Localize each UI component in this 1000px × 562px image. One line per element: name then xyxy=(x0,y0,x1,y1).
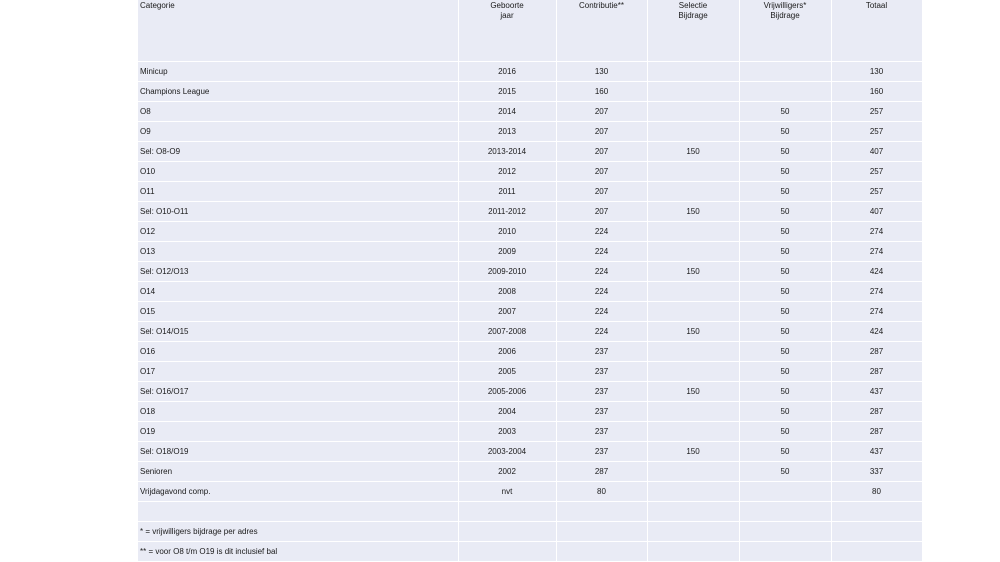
cell-contributie: 207 xyxy=(556,162,647,182)
cell-selectie xyxy=(647,242,739,262)
cell-contributie: 207 xyxy=(556,122,647,142)
cell-geboortejaar: 2015 xyxy=(458,82,556,102)
cell-selectie xyxy=(647,462,739,482)
cell-categorie: O17 xyxy=(138,362,458,382)
cell-totaal: 437 xyxy=(831,442,922,462)
header-vrijwilligers-line-2: Bijdrage xyxy=(770,11,800,20)
cell-contributie: 224 xyxy=(556,242,647,262)
cell-selectie: 150 xyxy=(647,322,739,342)
header-geboortejaar-line-1: Geboorte xyxy=(490,1,524,10)
table-row xyxy=(138,422,922,442)
table-row xyxy=(138,262,922,282)
cell-totaal: 337 xyxy=(831,462,922,482)
cell-geboortejaar: 2005 xyxy=(458,362,556,382)
cell-contributie: 207 xyxy=(556,202,647,222)
cell-totaal: 437 xyxy=(831,382,922,402)
header-geboortejaar-line-2: jaar xyxy=(500,11,514,20)
cell-categorie: Sel: O14/O15 xyxy=(138,322,458,342)
cell-geboortejaar: 2010 xyxy=(458,222,556,242)
footnote-text: * = vrijwilligers bijdrage per adres xyxy=(138,522,458,542)
cell-empty xyxy=(556,522,647,542)
cell-selectie xyxy=(647,402,739,422)
cell-selectie: 150 xyxy=(647,262,739,282)
cell-totaal: 287 xyxy=(831,422,922,442)
cell-vrijwilligers: 50 xyxy=(739,462,831,482)
cell-categorie: Minicup xyxy=(138,62,458,82)
cell-categorie: O12 xyxy=(138,222,458,242)
cell-selectie xyxy=(647,362,739,382)
cell-selectie xyxy=(647,182,739,202)
cell-categorie: Sel: O16/O17 xyxy=(138,382,458,402)
table-row xyxy=(138,382,922,402)
cell-geboortejaar: 2009-2010 xyxy=(458,262,556,282)
header-vrijwilligers-line-1: Vrijwilligers* xyxy=(763,1,807,10)
cell-vrijwilligers: 50 xyxy=(739,282,831,302)
cell-vrijwilligers xyxy=(739,82,831,102)
cell-contributie: 224 xyxy=(556,262,647,282)
footnote-text: ** = voor O8 t/m O19 is dit inclusief bal xyxy=(138,542,458,562)
cell-vrijwilligers xyxy=(739,62,831,82)
cell-empty xyxy=(739,522,831,542)
cell-totaal: 287 xyxy=(831,362,922,382)
cell-totaal: 287 xyxy=(831,342,922,362)
cell-vrijwilligers: 50 xyxy=(739,162,831,182)
cell-selectie xyxy=(647,162,739,182)
cell-selectie xyxy=(647,422,739,442)
cell-categorie: O10 xyxy=(138,162,458,182)
cell-categorie: Sel: O12/O13 xyxy=(138,262,458,282)
table-row xyxy=(138,62,922,82)
table-row-empty xyxy=(138,502,922,522)
cell-empty xyxy=(647,502,739,522)
cell-totaal: 160 xyxy=(831,82,922,102)
cell-categorie: Sel: O18/O19 xyxy=(138,442,458,462)
cell-vrijwilligers: 50 xyxy=(739,422,831,442)
cell-selectie xyxy=(647,342,739,362)
cell-geboortejaar: 2011 xyxy=(458,182,556,202)
table-row xyxy=(138,482,922,502)
cell-categorie: O8 xyxy=(138,102,458,122)
cell-contributie: 160 xyxy=(556,82,647,102)
cell-contributie: 237 xyxy=(556,362,647,382)
header-categorie: Categorie xyxy=(138,0,458,62)
cell-categorie: O11 xyxy=(138,182,458,202)
cell-contributie: 207 xyxy=(556,182,647,202)
cell-vrijwilligers: 50 xyxy=(739,202,831,222)
cell-vrijwilligers: 50 xyxy=(739,382,831,402)
header-vrijwilligers-bijdrage xyxy=(739,0,831,62)
cell-totaal: 424 xyxy=(831,262,922,282)
cell-vrijwilligers: 50 xyxy=(739,442,831,462)
contribution-table xyxy=(138,0,923,562)
cell-totaal: 287 xyxy=(831,402,922,422)
cell-vrijwilligers: 50 xyxy=(739,182,831,202)
cell-categorie: Champions League xyxy=(138,82,458,102)
table-row xyxy=(138,222,922,242)
cell-totaal: 274 xyxy=(831,302,922,322)
cell-empty xyxy=(831,522,922,542)
cell-vrijwilligers: 50 xyxy=(739,102,831,122)
cell-categorie: O14 xyxy=(138,282,458,302)
cell-categorie: O15 xyxy=(138,302,458,322)
cell-vrijwilligers: 50 xyxy=(739,402,831,422)
cell-empty xyxy=(739,502,831,522)
cell-selectie xyxy=(647,222,739,242)
cell-geboortejaar: 2003-2004 xyxy=(458,442,556,462)
cell-geboortejaar: 2006 xyxy=(458,342,556,362)
cell-empty xyxy=(458,522,556,542)
table-row xyxy=(138,82,922,102)
header-contributie: Contributie** xyxy=(556,0,647,62)
cell-vrijwilligers: 50 xyxy=(739,322,831,342)
cell-totaal: 424 xyxy=(831,322,922,342)
cell-selectie xyxy=(647,482,739,502)
cell-totaal: 257 xyxy=(831,102,922,122)
cell-contributie: 224 xyxy=(556,322,647,342)
table-row xyxy=(138,202,922,222)
cell-totaal: 80 xyxy=(831,482,922,502)
cell-totaal: 407 xyxy=(831,142,922,162)
cell-geboortejaar: 2013 xyxy=(458,122,556,142)
cell-empty xyxy=(138,502,458,522)
cell-geboortejaar: 2013-2014 xyxy=(458,142,556,162)
header-selectie-bijdrage xyxy=(647,0,739,62)
cell-contributie: 237 xyxy=(556,442,647,462)
cell-empty xyxy=(647,542,739,562)
cell-selectie xyxy=(647,282,739,302)
cell-selectie: 150 xyxy=(647,142,739,162)
cell-contributie: 207 xyxy=(556,142,647,162)
cell-contributie: 224 xyxy=(556,282,647,302)
cell-categorie: O18 xyxy=(138,402,458,422)
cell-vrijwilligers: 50 xyxy=(739,142,831,162)
cell-categorie: O9 xyxy=(138,122,458,142)
table-row xyxy=(138,102,922,122)
cell-vrijwilligers: 50 xyxy=(739,362,831,382)
cell-selectie xyxy=(647,122,739,142)
cell-contributie: 130 xyxy=(556,62,647,82)
cell-vrijwilligers: 50 xyxy=(739,342,831,362)
cell-selectie xyxy=(647,302,739,322)
cell-vrijwilligers xyxy=(739,482,831,502)
cell-empty xyxy=(458,502,556,522)
cell-categorie: Senioren xyxy=(138,462,458,482)
table-row xyxy=(138,142,922,162)
cell-vrijwilligers: 50 xyxy=(739,242,831,262)
header-geboortejaar xyxy=(458,0,556,62)
cell-selectie xyxy=(647,62,739,82)
cell-geboortejaar: 2002 xyxy=(458,462,556,482)
cell-geboortejaar: 2011-2012 xyxy=(458,202,556,222)
cell-vrijwilligers: 50 xyxy=(739,222,831,242)
cell-selectie: 150 xyxy=(647,202,739,222)
cell-contributie: 237 xyxy=(556,342,647,362)
cell-contributie: 224 xyxy=(556,222,647,242)
table-row xyxy=(138,182,922,202)
cell-contributie: 237 xyxy=(556,422,647,442)
cell-totaal: 274 xyxy=(831,282,922,302)
header-selectie-line-1: Selectie xyxy=(678,1,708,10)
cell-vrijwilligers: 50 xyxy=(739,262,831,282)
cell-contributie: 287 xyxy=(556,462,647,482)
cell-vrijwilligers: 50 xyxy=(739,302,831,322)
cell-contributie: 207 xyxy=(556,102,647,122)
cell-categorie: Sel: O10-O11 xyxy=(138,202,458,222)
table-row xyxy=(138,402,922,422)
cell-geboortejaar: 2012 xyxy=(458,162,556,182)
cell-geboortejaar: 2008 xyxy=(458,282,556,302)
cell-totaal: 130 xyxy=(831,62,922,82)
cell-vrijwilligers: 50 xyxy=(739,122,831,142)
table-row xyxy=(138,342,922,362)
cell-geboortejaar: 2009 xyxy=(458,242,556,262)
cell-geboortejaar: 2003 xyxy=(458,422,556,442)
cell-empty xyxy=(556,502,647,522)
cell-geboortejaar: 2004 xyxy=(458,402,556,422)
cell-totaal: 274 xyxy=(831,222,922,242)
cell-totaal: 274 xyxy=(831,242,922,262)
table-row xyxy=(138,122,922,142)
cell-categorie: O13 xyxy=(138,242,458,262)
table-row xyxy=(138,322,922,342)
footnote-row xyxy=(138,522,922,542)
cell-contributie: 80 xyxy=(556,482,647,502)
table-row xyxy=(138,282,922,302)
cell-empty xyxy=(458,542,556,562)
table-row xyxy=(138,462,922,482)
cell-empty xyxy=(739,542,831,562)
cell-categorie: O19 xyxy=(138,422,458,442)
table-row xyxy=(138,442,922,462)
footnote-row xyxy=(138,542,922,562)
cell-totaal: 257 xyxy=(831,182,922,202)
table-row xyxy=(138,302,922,322)
cell-geboortejaar: 2007 xyxy=(458,302,556,322)
table-header-row xyxy=(138,0,922,62)
cell-empty xyxy=(556,542,647,562)
header-selectie-line-2: Bijdrage xyxy=(678,11,708,20)
cell-geboortejaar: 2007-2008 xyxy=(458,322,556,342)
cell-selectie: 150 xyxy=(647,442,739,462)
cell-empty xyxy=(831,502,922,522)
cell-empty xyxy=(647,522,739,542)
cell-geboortejaar: 2005-2006 xyxy=(458,382,556,402)
table-row xyxy=(138,162,922,182)
cell-empty xyxy=(831,542,922,562)
cell-selectie xyxy=(647,102,739,122)
cell-categorie: O16 xyxy=(138,342,458,362)
cell-contributie: 237 xyxy=(556,382,647,402)
table-row xyxy=(138,362,922,382)
cell-categorie: Sel: O8-O9 xyxy=(138,142,458,162)
table-body xyxy=(138,62,922,562)
cell-totaal: 257 xyxy=(831,162,922,182)
cell-selectie: 150 xyxy=(647,382,739,402)
cell-contributie: 237 xyxy=(556,402,647,422)
table-row xyxy=(138,242,922,262)
header-totaal: Totaal xyxy=(831,0,922,62)
cell-geboortejaar: 2016 xyxy=(458,62,556,82)
cell-geboortejaar: nvt xyxy=(458,482,556,502)
cell-contributie: 224 xyxy=(556,302,647,322)
cell-totaal: 407 xyxy=(831,202,922,222)
cell-selectie xyxy=(647,82,739,102)
cell-geboortejaar: 2014 xyxy=(458,102,556,122)
cell-totaal: 257 xyxy=(831,122,922,142)
cell-categorie: Vrijdagavond comp. xyxy=(138,482,458,502)
